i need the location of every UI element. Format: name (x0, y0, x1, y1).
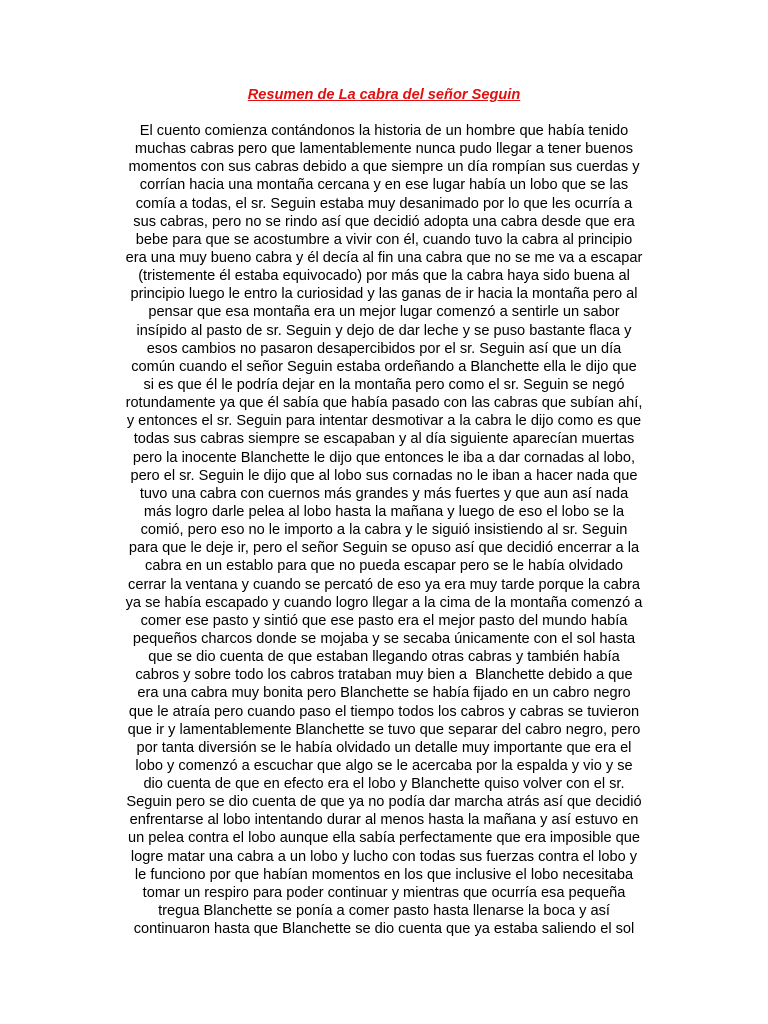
paragraph-line: sus cabras, pero no se rindo así que decidió adopta una cabra desde que era (133, 213, 635, 230)
paragraph-line: tomar un respiro para poder continuar y mientras que ocurría esa pequeña (142, 884, 626, 901)
paragraph-line: comió, pero eso no le importo a la cabra y le siguió insistiendo al sr. Seguin (140, 522, 628, 539)
document-body (0, 122, 768, 938)
paragraph-line: y entonces el sr. Seguin para intentar desmotivar a la cabra le dijo como es que (126, 413, 642, 430)
paragraph-line: cerrar la ventana y cuando se percató de eso ya era muy tarde porque la cabra (128, 576, 640, 593)
paragraph-line: para que le deje ir, pero el señor Seguin se opuso así que decidió encerrar a la (128, 540, 640, 557)
paragraph-line: insípido al pasto de sr. Seguin y dejo de dar leche y se puso bastante flaca y (136, 322, 632, 339)
paragraph-line: por tanta diversión se le había olvidado un detalle muy importante que era el (136, 739, 632, 756)
paragraph-line: era una cabra muy bonita pero Blanchette se había fijado en un cabro negro (137, 685, 631, 702)
paragraph-line: comía a todas, el sr. Seguin estaba muy desanimado por lo que les ocurría a (135, 195, 633, 212)
paragraph-line: muchas cabras pero que lamentablemente nunca pudo llegar a tener buenos (134, 141, 634, 158)
paragraph-line: rotundamente ya que él sabía que había pasado con las cabras que subían ahí, (125, 395, 643, 412)
paragraph-line: logre matar una cabra a un lobo y lucho con todas sus fuerzas contra el lobo y (130, 848, 638, 865)
paragraph-line: común cuando el señor Seguin estaba ordeñando a Blanchette ella le dijo que (131, 358, 637, 375)
paragraph-line: era una muy bueno cabra y él decía al fin una cabra que no se me va a escapar (125, 249, 643, 266)
paragraph-line: ya se había escapado y cuando logro llegar a la cima de la montaña comenzó a (125, 594, 643, 611)
paragraph-line: que se dio cuenta de que estaban llegando otras cabras y también había (148, 649, 620, 666)
paragraph-line: Seguin pero se dio cuenta de que ya no podía dar marcha atrás así que decidió (126, 794, 642, 811)
paragraph-line: continuaron hasta que Blanchette se dio cuenta que ya estaba saliendo el sol (133, 921, 635, 938)
paragraph-line: pero la inocente Blanchette le dijo que entonces le iba a dar cornadas al lobo, (132, 449, 636, 466)
paragraph-line: pensar que esa montaña era un mejor lugar comenzó a sentirle un sabor (148, 304, 620, 321)
paragraph-line: le funciono por que habían momentos en los que inclusive el lobo necesitaba (134, 866, 634, 883)
paragraph-line: comer ese pasto y sintió que ese pasto era el mejor pasto del mundo había (140, 612, 628, 629)
paragraph-line: El cuento comienza contándonos la historia de un hombre que había tenido (139, 123, 629, 139)
paragraph-line: cabros y sobre todo los cabros trataban muy bien a Blanchette debido a que (135, 667, 633, 684)
paragraph-line: corrían hacia una montaña cercana y en ese lugar había un lobo que se las (139, 177, 629, 194)
paragraph-line: esos cambios no pasaron desapercibidos por el sr. Seguin así que un día (146, 340, 622, 357)
paragraph-line: lobo y comenzó a escuchar que algo se le acercaba por la espalda y vio y se (135, 757, 633, 774)
paragraph-line: enfrentarse al lobo intentando durar al menos hasta la mañana y así estuvo en (129, 812, 639, 829)
paragraph-line: principio luego le entro la curiosidad y las ganas de ir hacia la montaña pero al (130, 286, 638, 303)
paragraph-line: un pelea contra el lobo aunque ella sabía perfectamente que era imposible que (128, 830, 640, 847)
paragraph-line: tuvo una cabra con cuernos más grandes y más fuertes y que aun así nada (139, 485, 629, 502)
paragraph-line: todas sus cabras siempre se escapaban y al día siguiente aparecían muertas (133, 431, 635, 448)
paragraph-line: más logro darle pelea al lobo hasta la mañana y luego de eso el lobo se la (143, 503, 625, 520)
paragraph-line: (tristemente él estaba equivocado) por más que la cabra haya sido buena al (138, 268, 630, 285)
paragraph-line: si es que él le podría dejar en la montaña pero como el sr. Seguin se negó (143, 376, 625, 393)
paragraph-line: cabra en un establo para que no pueda escapar pero se le había olvidado (145, 558, 623, 575)
document-title: Resumen de La cabra del señor Seguin (247, 87, 521, 103)
paragraph-line: que ir y lamentablemente Blanchette se tuvo que separar del cabro negro, pero (127, 721, 641, 738)
paragraph-line: pequeños charcos donde se mojaba y se secaba únicamente con el sol hasta (132, 630, 636, 647)
paragraph-line: bebe para que se acostumbre a vivir con él, cuando tuvo la cabra al principio (135, 231, 633, 248)
paragraph-line: pero el sr. Seguin le dijo que al lobo sus cornadas no le iban a hacer nada que (130, 467, 638, 484)
paragraph-line: momentos con sus cabras debido a que siempre un día rompían sus cuerdas y (128, 159, 640, 176)
paragraph-line: tregua Blanchette se ponía a comer pasto hasta llenarse la boca y así (158, 903, 610, 920)
paragraph-line: dio cuenta de que en efecto era el lobo y Blanchette quiso volver con el sr. (143, 776, 625, 793)
paragraph-line: que le atraía pero cuando paso el tiempo todos los cabros y cabras se tuvieron (128, 703, 640, 720)
